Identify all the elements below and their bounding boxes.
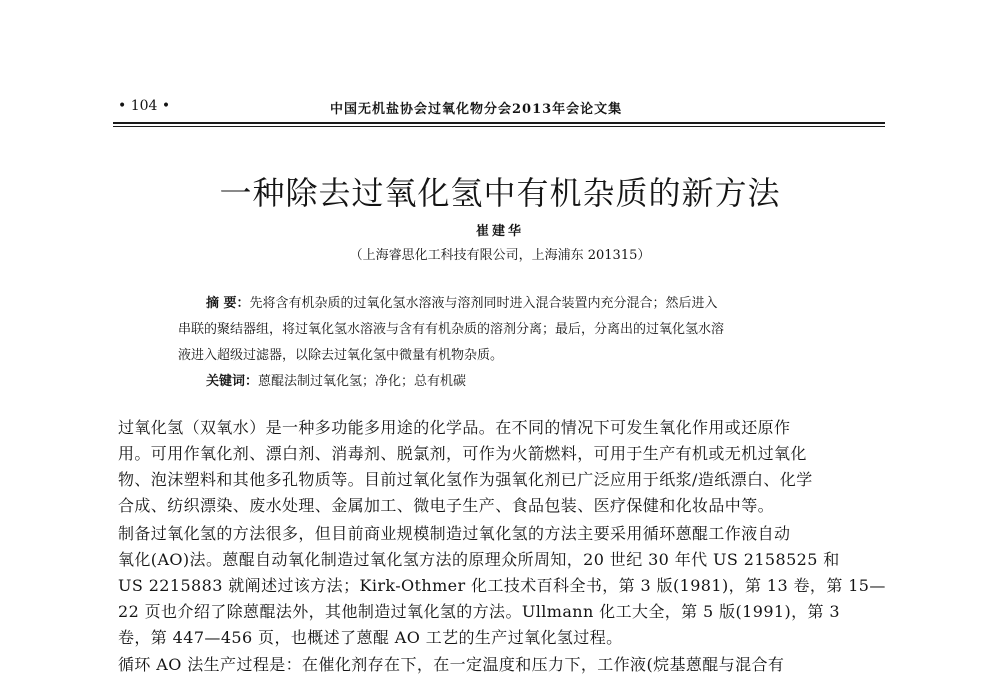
body-line: 过氧化氢（双氧水）是一种多功能多用途的化学品。在不同的情况下可发生氧化作用或还原作 [118,418,791,437]
body-line: 循环 AO 法生产过程是：在催化剂存在下，在一定温度和压力下，工作液(烷基蒽醌与混合有 [118,655,785,674]
body-line: 氧化(AO)法。蒽醌自动氧化制造过氧化氢方法的原理众所周知，20 世纪 30 年代 US 2158525 和 [118,550,840,569]
header-rule-thick [113,122,885,124]
abstract-line: 液进入超级过滤器，以除去过氧化氢中微量有机物杂质。 [178,348,504,363]
body-line: 合成、纺织漂染、废水处理、金属加工、微电子生产、食品包装、医疗保健和化妆品中等。 [118,496,775,515]
running-header: 中国无机盐协会过氧化物分会2013年会论文集 [330,102,623,117]
keywords-text: 蒽醌法制过氧化氢；净化；总有机碳 [258,374,467,389]
body-line: 用。可用作氧化剂、漂白剂、消毒剂、脱氯剂，可作为火箭燃料，可用于生产有机或无机过氧化 [118,444,807,463]
keywords-label: 关键词： [206,374,259,389]
author-affiliation: （上海睿思化工科技有限公司，上海浦东 201315） [349,248,651,263]
abstract-line: 串联的聚结器组，将过氧化氢水溶液与含有有机杂质的溶剂分离；最后，分离出的过氧化氢水溶 [178,322,725,337]
author-name: 崔建华 [475,224,524,239]
keywords-line [206,370,466,389]
abstract-text: 先将含有机杂质的过氧化氢水溶液与溶剂同时进入混合装置内充分混合；然后进入 [249,296,718,311]
body-line: 22 页也介绍了除蒽醌法外，其他制造过氧化氢的方法。Ullmann 化工大全，第 5 版(1991)，第 3 [118,602,840,621]
page-number: • 104 • [118,98,171,114]
article-title: 一种除去过氧化氢中有机杂质的新方法 [219,174,781,212]
abstract-line [206,292,718,311]
body-line: 卷，第 447—456 页，也概述了蒽醌 AO 工艺的生产过氧化氢过程。 [118,628,623,647]
body-line: 制备过氧化氢的方法很多，但目前商业规模制造过氧化氢的方法主要采用循环蒽醌工作液自动 [118,524,791,543]
body-line: US 2215883 就阐述过该方法；Kirk-Othmer 化工技术百科全书，第 3 版(1981)，第 13 卷，第 15— [118,576,886,595]
abstract-label: 摘 要： [206,296,250,311]
header-rule-thin [113,126,885,127]
body-line: 物、泡沫塑料和其他多孔物质等。目前过氧化氢作为强氧化剂已广泛应用于纸浆/造纸漂白、化学 [118,470,813,489]
